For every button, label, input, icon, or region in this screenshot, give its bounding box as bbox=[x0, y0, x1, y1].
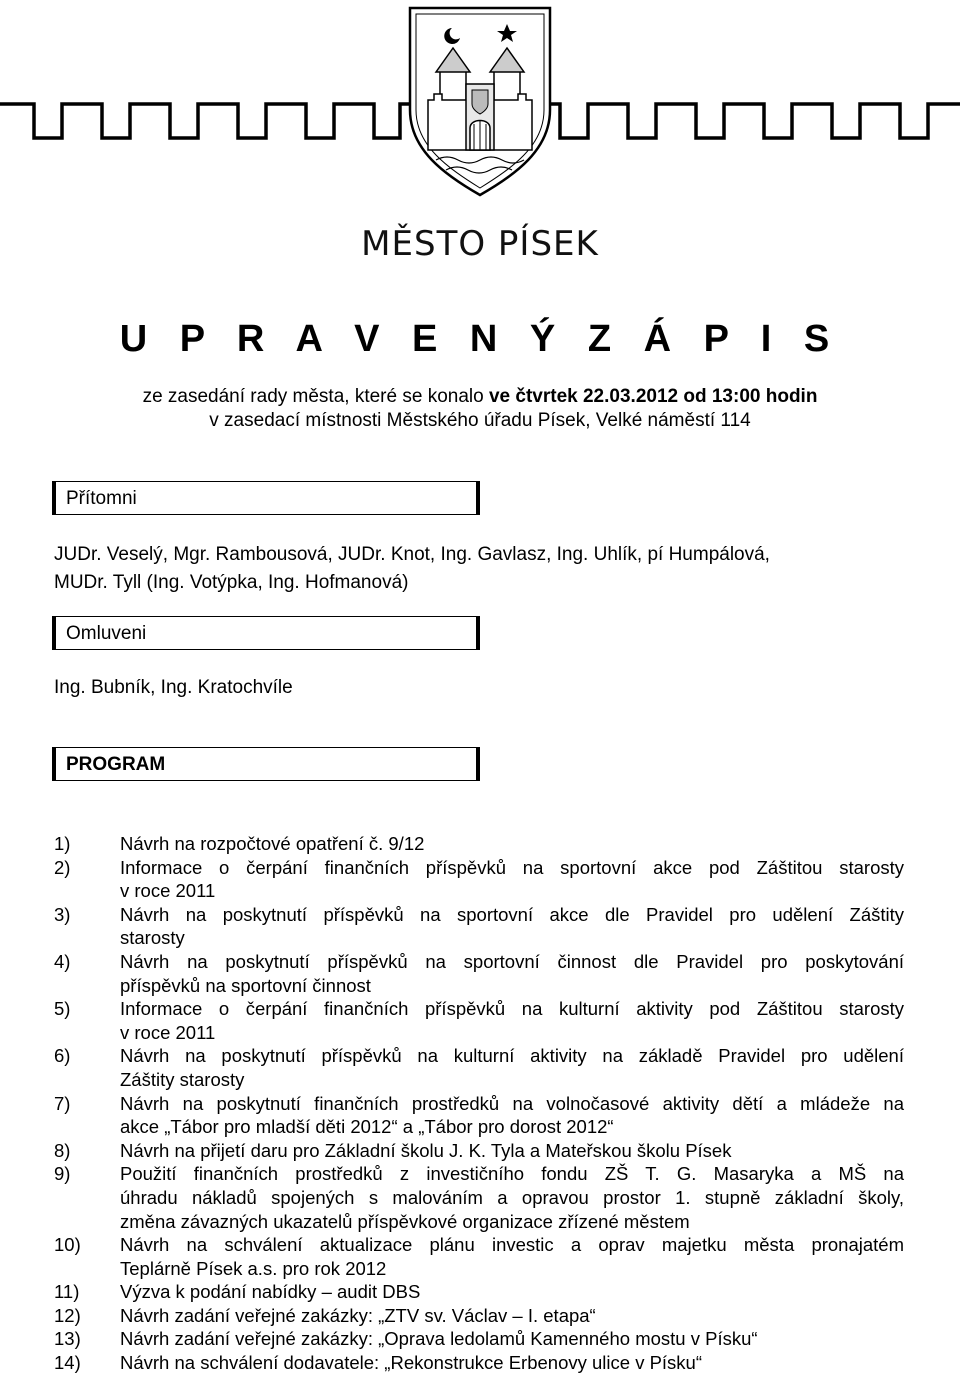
program-item-text bbox=[120, 1092, 904, 1139]
program-item-line: Návrh na přijetí daru pro Základní školu J. K. Tyla a Mateřskou školu Písek bbox=[120, 1139, 732, 1161]
program-item-text bbox=[120, 1304, 904, 1328]
program-item-line: Informace o čerpání finančních příspěvků na sportovní akce pod Záštitou starosty bbox=[120, 856, 904, 878]
program-item bbox=[54, 997, 904, 1044]
program-item-line: Návrh na schválení dodavatele: „Rekonstrukce Erbenovy ulice v Písku“ bbox=[120, 1352, 703, 1374]
program-item-number: 11) bbox=[54, 1281, 80, 1303]
program-heading: PROGRAM bbox=[66, 754, 166, 775]
program-item-line: Návrh na poskytnutí příspěvků na kulturní aktivity na základě Pravidel pro udělení bbox=[120, 1045, 904, 1067]
program-item-line: Návrh na poskytnutí finančních prostředků na volnočasové aktivity dětí a mládeže na bbox=[120, 1092, 904, 1114]
program-item-number: 9) bbox=[54, 1163, 71, 1185]
meeting-info-prefix: ze zasedání rady města, které se konalo bbox=[142, 386, 489, 407]
program-item-line: Návrh na poskytnutí příspěvků na sportovní akce dle Pravidel pro udělení Záštity bbox=[120, 903, 904, 925]
program-item-line: Informace o čerpání finančních příspěvků na kulturní aktivity pod Záštitou starosty bbox=[120, 998, 904, 1020]
present-list-line1: JUDr. Veselý, Mgr. Rambousová, JUDr. Knot, Ing. Gavlasz, Ing. Uhlík, pí Humpálová, bbox=[54, 544, 770, 565]
program-item bbox=[54, 1092, 904, 1139]
program-item bbox=[54, 1280, 904, 1304]
program-item-text bbox=[120, 1280, 904, 1304]
excused-list: Ing. Bubník, Ing. Kratochvíle bbox=[54, 677, 293, 698]
program-item-line: Výzva k podání nabídky – audit DBS bbox=[120, 1281, 421, 1303]
program-item-number: 2) bbox=[54, 856, 71, 878]
program-item-text bbox=[120, 1162, 904, 1233]
town-name: MĚSTO PÍSEK bbox=[361, 224, 599, 264]
program-item-number: 6) bbox=[54, 1045, 71, 1067]
program-item-line: změna závazných ukazatelů příspěvkové organizace zřízené městem bbox=[120, 1210, 690, 1232]
program-item-line: Návrh na rozpočtové opatření č. 9/12 bbox=[120, 833, 425, 854]
present-heading-box bbox=[52, 481, 480, 515]
program-item-number: 3) bbox=[54, 903, 71, 925]
program-item-number: 8) bbox=[54, 1139, 71, 1161]
header-graphic bbox=[0, 0, 960, 220]
program-item-number: 13) bbox=[54, 1328, 81, 1350]
program-item-line: Návrh zadání veřejné zakázky: „Oprava ledolamů Kamenného mostu v Písku“ bbox=[120, 1328, 758, 1350]
present-list-line2: MUDr. Tyll (Ing. Votýpka, Ing. Hofmanová) bbox=[54, 572, 409, 593]
program-item-line: akce „Tábor pro mladší děti 2012“ a „Tábor pro dorost 2012“ bbox=[120, 1116, 614, 1138]
present-heading: Přítomni bbox=[66, 488, 137, 509]
program-item-line: Návrh na poskytnutí příspěvků na sportovní činnost dle Pravidel pro poskytování bbox=[120, 950, 904, 972]
program-item-text bbox=[120, 1139, 904, 1163]
program-item-text bbox=[120, 1044, 904, 1091]
program-item-text bbox=[120, 832, 904, 856]
program-item-number: 10) bbox=[54, 1234, 81, 1256]
program-item-number: 12) bbox=[54, 1304, 81, 1326]
program-item-line: Záštity starosty bbox=[120, 1068, 245, 1090]
pisek-coat-of-arms-icon bbox=[410, 8, 550, 195]
excused-heading-box bbox=[52, 616, 480, 650]
program-item-text bbox=[120, 903, 904, 950]
program-item-line: Použití finančních prostředků z investičního fondu ZŠ T. G. Masaryka a MŠ na bbox=[120, 1163, 904, 1185]
program-item-text bbox=[120, 1327, 904, 1351]
meeting-datetime: ve čtvrtek 22.03.2012 od 13:00 hodin bbox=[488, 386, 818, 407]
program-item-text bbox=[120, 997, 904, 1044]
program-item bbox=[54, 856, 904, 903]
program-item-text bbox=[120, 950, 904, 997]
program-item-line: starosty bbox=[120, 927, 185, 949]
program-item-number: 1) bbox=[54, 833, 71, 854]
program-item bbox=[54, 950, 904, 997]
program-item bbox=[54, 1044, 904, 1091]
meeting-location: v zasedací místnosti Městského úřadu Písek, Velké náměstí 114 bbox=[209, 410, 751, 431]
program-item-text bbox=[120, 1233, 904, 1280]
program-item bbox=[54, 832, 904, 856]
program-item-line: Teplárně Písek a.s. pro rok 2012 bbox=[120, 1257, 387, 1279]
program-item-number: 7) bbox=[54, 1092, 71, 1114]
program-item bbox=[54, 1327, 904, 1351]
program-item-line: v roce 2011 bbox=[120, 880, 216, 902]
program-item-line: Návrh na schválení aktualizace plánu investic a oprav majetku města pronajatém bbox=[120, 1234, 904, 1256]
program-item-number: 4) bbox=[54, 950, 71, 972]
program-item-number: 14) bbox=[54, 1352, 81, 1374]
program-item bbox=[54, 1304, 904, 1328]
program-item bbox=[54, 1139, 904, 1163]
meeting-info-line1 bbox=[0, 386, 960, 408]
document-title: U P R A V E N Ý Z Á P I S bbox=[119, 318, 841, 360]
program-item-line: úhradu nákladů spojených s malováním a opravou prostor 1. stupně základní školy, bbox=[120, 1186, 904, 1208]
program-item bbox=[54, 1162, 904, 1233]
excused-heading: Omluveni bbox=[66, 623, 147, 644]
program-item-line: příspěvků na sportovní činnost bbox=[120, 974, 371, 996]
program-item bbox=[54, 1351, 904, 1375]
program-item bbox=[54, 903, 904, 950]
program-item-line: v roce 2011 bbox=[120, 1021, 216, 1043]
program-heading-box bbox=[52, 747, 480, 781]
program-item-text bbox=[120, 856, 904, 903]
program-item-number: 5) bbox=[54, 998, 71, 1020]
program-item-text bbox=[120, 1351, 904, 1375]
program-item-line: Návrh zadání veřejné zakázky: „ZTV sv. Václav – I. etapa“ bbox=[120, 1304, 596, 1326]
program-item bbox=[54, 1233, 904, 1280]
program-list bbox=[54, 832, 904, 1375]
